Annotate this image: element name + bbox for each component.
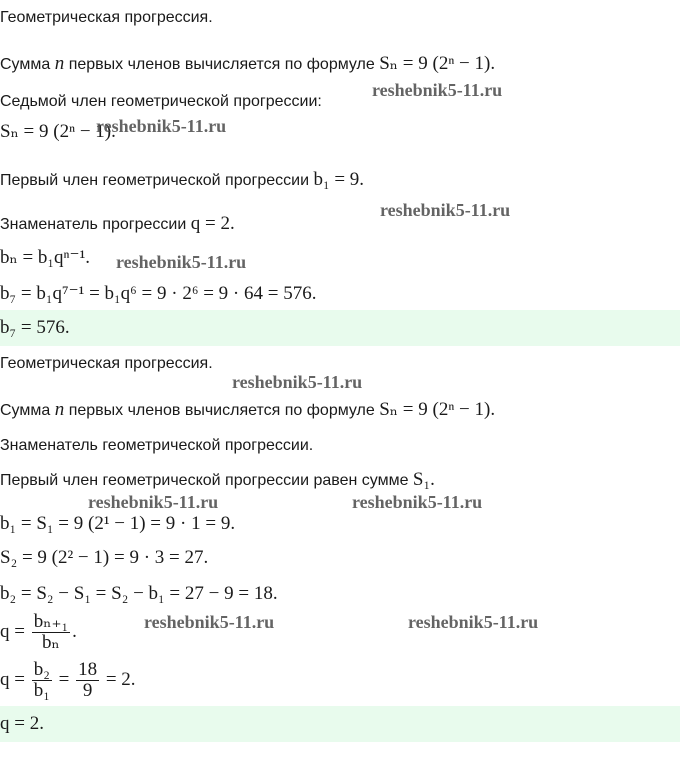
text: Сумма: [0, 402, 51, 419]
math-var: n: [54, 399, 65, 420]
formula: q = 2.: [190, 213, 235, 234]
formula-lhs: q =: [0, 668, 25, 690]
answer-box-2: [0, 706, 680, 742]
formula-line-14: S₂ = 9 (2² − 1) = 9 · 3 = 27.: [0, 547, 209, 568]
formula: Sₙ = 9 (2ⁿ − 1).: [379, 399, 496, 420]
fraction-numerator: 18: [78, 659, 98, 680]
period: .: [72, 620, 77, 642]
text-line-9: Геометрическая прогрессия.: [0, 355, 213, 372]
text: Знаменатель прогрессии: [0, 216, 187, 233]
watermark: reshebnik5-11.ru: [88, 492, 219, 512]
text-line-2: [0, 52, 495, 77]
fraction-2: [76, 660, 99, 701]
formula-line-4: Sₙ = 9 (2ⁿ − 1).: [0, 121, 116, 142]
watermark: reshebnik5-11.ru: [232, 372, 363, 392]
text-line-11: Знаменатель геометрической прогрессии.: [0, 437, 314, 454]
formula-line-13: b₁ = S₁ = 9 (2¹ − 1) = 9 · 1 = 9.: [0, 513, 236, 534]
watermark: reshebnik5-11.ru: [352, 492, 483, 512]
formula-line-7: bₙ = b₁qⁿ⁻¹.: [0, 247, 91, 268]
text-line-12: [0, 468, 435, 493]
fraction-denominator: b₁: [33, 680, 50, 701]
fraction-numerator: bₙ₊₁: [33, 611, 69, 632]
text-line-5: [0, 168, 364, 193]
fraction-1: [32, 660, 52, 701]
answer-2: q = 2.: [0, 713, 44, 734]
formula-line-8: b₇ = b₁q⁷⁻¹ = b₁q⁶ = 9 · 2⁶ = 9 · 64 = 576.: [0, 283, 317, 304]
fraction: [32, 612, 70, 653]
equals: =: [58, 668, 70, 690]
text: Сумма: [0, 56, 51, 73]
watermark: reshebnik5-11.ru: [116, 252, 247, 272]
formula: S₁.: [412, 469, 435, 490]
watermark: reshebnik5-11.ru: [408, 612, 539, 632]
text-line-10: [0, 398, 495, 423]
formula-line-16: [0, 612, 77, 653]
fraction-numerator: b₂: [33, 659, 50, 680]
text: Первый член геометрической прогрессии: [0, 172, 310, 189]
text-line-1: Геометрическая прогрессия.: [0, 9, 213, 26]
answer-1: b₇ = 576.: [0, 317, 70, 338]
text-line-3: Седьмой член геометрической прогрессии:: [0, 93, 322, 110]
math-var: n: [54, 53, 65, 74]
text-line-6: [0, 212, 235, 237]
formula-line-15: b₂ = S₂ − S₁ = S₂ − b₁ = 27 − 9 = 18.: [0, 583, 278, 604]
text: первых членов вычисляется по формуле: [68, 56, 375, 73]
fraction-denominator: 9: [82, 680, 93, 701]
formula: b₁ = 9.: [313, 169, 365, 190]
answer-box-1: [0, 310, 680, 346]
watermark: reshebnik5-11.ru: [380, 200, 511, 220]
watermark: reshebnik5-11.ru: [96, 116, 227, 136]
formula: Sₙ = 9 (2ⁿ − 1).: [379, 53, 496, 74]
formula-line-17: [0, 660, 136, 701]
watermark: reshebnik5-11.ru: [144, 612, 275, 632]
watermark: reshebnik5-11.ru: [372, 80, 503, 100]
text: первых членов вычисляется по формуле: [68, 402, 375, 419]
formula-lhs: q =: [0, 620, 25, 642]
formula-rhs: = 2.: [105, 668, 136, 690]
fraction-denominator: bₙ: [42, 632, 60, 653]
text: Первый член геометрической прогрессии равен сумме: [0, 472, 409, 489]
